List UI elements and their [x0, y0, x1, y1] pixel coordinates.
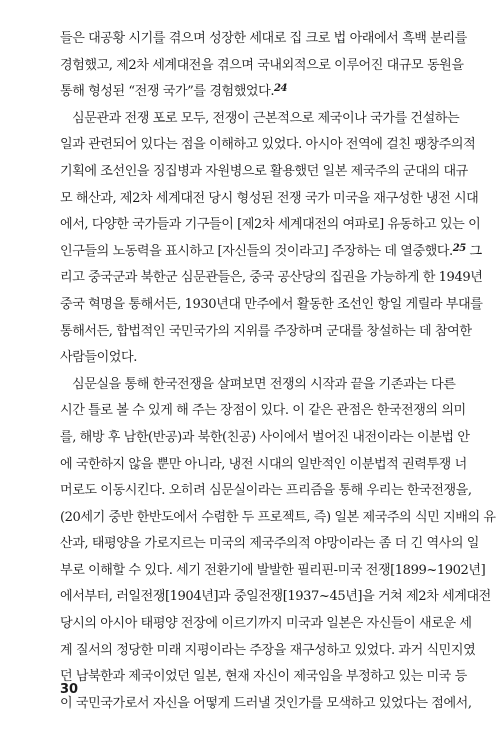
text-line: 를, 해방 후 남한(반공)과 북한(친공) 사이에서 벌어진 내전이라는 이분법 안 — [60, 429, 470, 445]
text-line: 에 국한하지 않을 뿐만 아니라, 냉전 시대의 일반적인 이분법적 권력투쟁 너 — [60, 456, 467, 472]
text-line: 경험했고, 제2차 세계대전을 겪으며 국내외적으로 이루어진 대규모 동원을 — [60, 57, 464, 73]
text-line-content: 그 — [465, 243, 482, 259]
text-line: 당시의 아시아 태평양 전장에 이르기까지 미국과 일본은 자신들이 새로운 세 — [60, 616, 472, 632]
text-line: 사람들이었다. — [60, 350, 137, 366]
text-line — [60, 239, 482, 266]
text-line: 이 국민국가로서 자신을 어떻게 드러낼 것인가를 모색하고 있었다는 점에서, — [60, 695, 472, 711]
text-line-content: 통해 형성된 “전쟁 국가”를 경험했었다. — [60, 84, 275, 100]
text-line: 계 질서의 정당한 미래 지평이라는 주장을 재구성하고 있었다. 과거 식민지였 — [60, 642, 476, 658]
text-line: (20세기 중반 한반도에서 수렴한 두 프로젝트, 즉) 일본 제국주의 식민 지배의 유 — [60, 509, 496, 525]
footnote-marker[interactable]: 24 — [274, 83, 288, 95]
text-line: 심문실을 통해 한국전쟁을 살펴보면 전쟁의 시작과 끝을 기존과는 다른 — [72, 376, 456, 392]
text-line: 리고 중국군과 북한군 심문관들은, 중국 공산당의 집권을 가능하게 한 1949년 — [60, 270, 483, 286]
text-line: 기획에 조선인을 징집병과 자원병으로 활용했던 일본 제국주의 군대의 대규 — [60, 163, 468, 179]
text-line: 에서부터, 러일전쟁[1904년]과 중일전쟁[1937~45년]을 거쳐 제2차 세계대전 — [60, 589, 491, 605]
text-line: 들은 대공황 시기를 겪으며 성장한 세대로 집 크로 법 아래에서 흑백 분리를 — [60, 31, 467, 46]
text-line: 시간 틀로 볼 수 있게 해 주는 장점이 있다. 이 같은 관점은 한국전쟁의 의미 — [60, 403, 466, 419]
text-line: 산과, 태평양을 가로지르는 미국의 제국주의적 야망이라는 좀 더 긴 역사의 일 — [60, 536, 479, 552]
text-line: 에서, 다양한 국가들과 기구들이 [제2차 세계대전의 여파로] 유동하고 있는 이 — [60, 217, 481, 233]
text-line: 부로 이해할 수 있다. 세기 전환기에 발발한 필리핀-미국 전쟁[1899~1902년] — [60, 562, 486, 578]
body-text — [60, 26, 496, 717]
text-line: 일과 관련되어 있다는 점을 이해하고 있었다. 아시아 전역에 걸친 팽창주의적 — [60, 137, 476, 153]
text-line: 심문관과 전쟁 포로 모두, 전쟁이 근본적으로 제국이나 국가를 건설하는 — [72, 110, 460, 126]
text-line: 던 남북한과 제국이었던 일본, 현재 자신이 제국임을 부정하고 있는 미국 등 — [60, 669, 467, 685]
footnote-marker[interactable]: 25 — [452, 242, 466, 254]
text-line: 통해서든, 합법적인 국민국가의 지위를 주장하며 군대를 창설하는 데 참여한 — [60, 323, 472, 339]
text-line: 머로도 이동시킨다. 오히려 심문실이라는 프리즘을 통해 우리는 한국전쟁을, — [60, 483, 472, 499]
text-line: 중국 혁명을 통해서든, 1930년대 만주에서 활동한 조선인 항일 게릴라 부대를 — [60, 296, 483, 312]
page-number: 30 — [60, 682, 79, 697]
text-line: 모 해산과, 제2차 세계대전 당시 형성된 전쟁 국가 미국을 재구성한 냉전 시대 — [60, 190, 479, 206]
text-line-content: 인구들의 노동력을 표시하고 [자신들의 것이라고] 주장하는 데 열중했다. — [60, 243, 453, 259]
text-line — [60, 79, 440, 106]
